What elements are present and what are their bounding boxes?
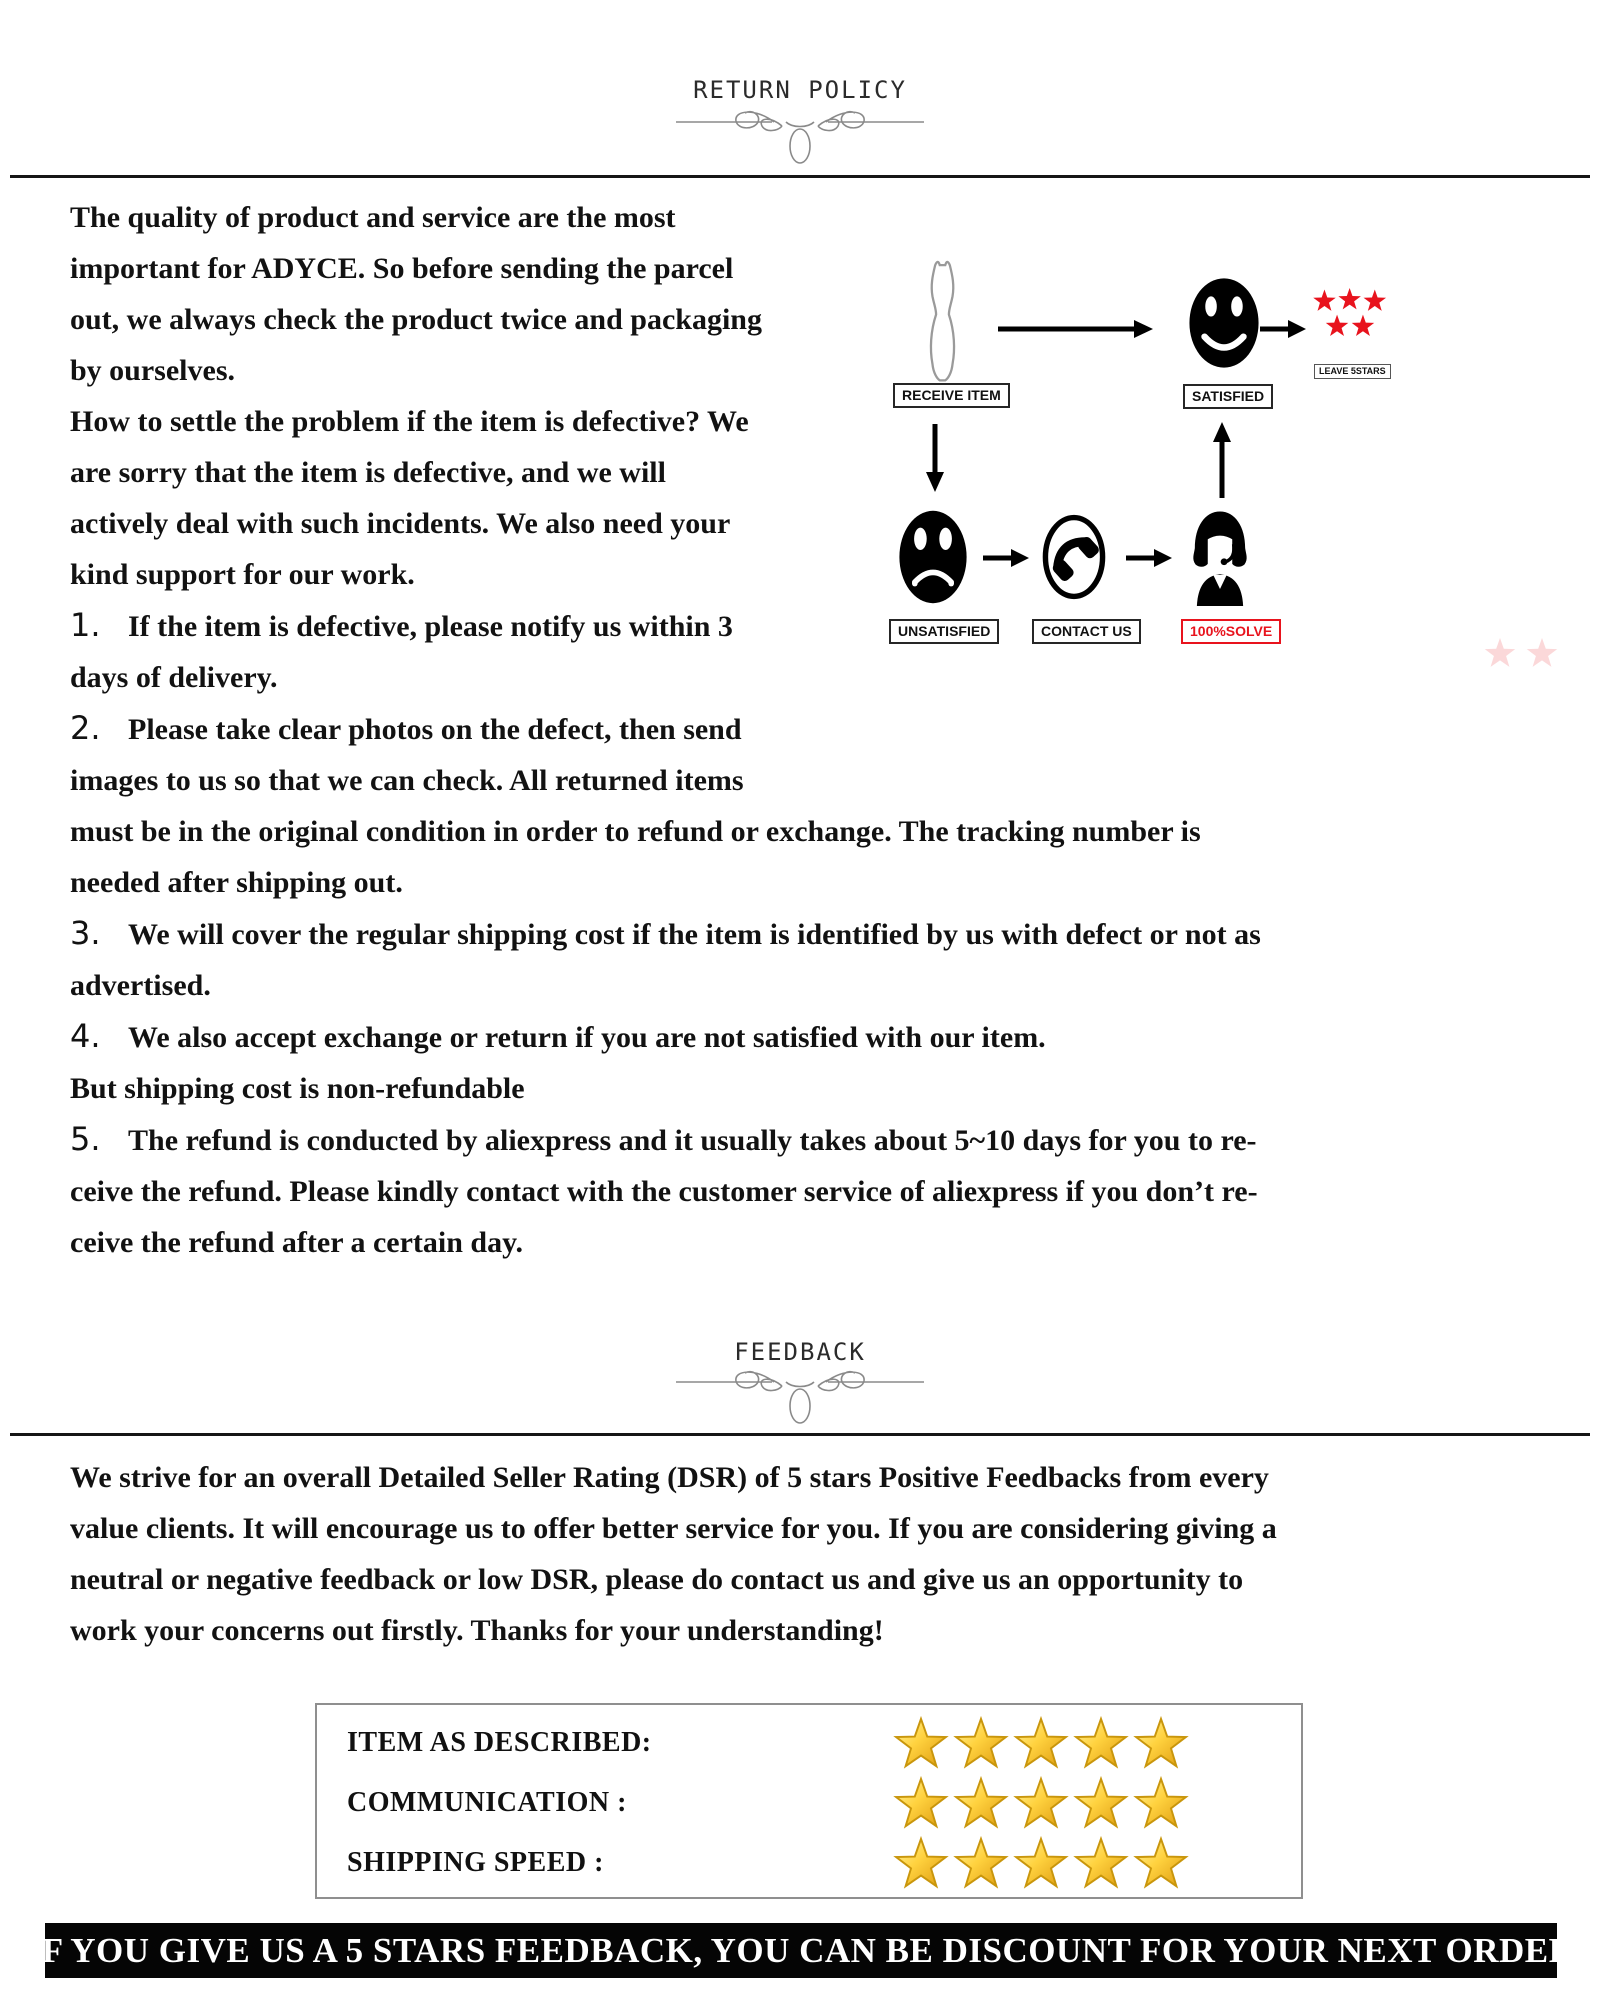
discount-banner: IF YOU GIVE US A 5 STARS FEEDBACK, YOU CAN BE DISCOUNT FOR YOUR NEXT ORDER: [45, 1923, 1557, 1978]
policy-item-3: [70, 908, 1580, 960]
arrow-right-icon: [983, 549, 1029, 567]
policy-line: But shipping cost is non-refundable: [70, 1072, 525, 1105]
unsatisfied-sad-face-icon: [898, 508, 968, 606]
five-gold-stars-icon: [892, 1715, 1192, 1771]
solve-label: 100%SOLVE: [1181, 619, 1281, 644]
policy-line: Please take clear photos on the defect, then send: [128, 713, 742, 746]
arrow-down-icon: [926, 424, 944, 492]
policy-line: ceive the refund after a certain day.: [70, 1226, 523, 1259]
customer-service-agent-icon: [1186, 506, 1254, 606]
satisfied-smiley-icon: [1188, 276, 1260, 370]
feedback-line: value clients. It will encourage us to offer better service for you. If you are considering giving a: [70, 1512, 1277, 1545]
policy-line: are sorry that the item is defective, and we will: [70, 456, 666, 489]
policy-line: kind support for our work.: [70, 558, 415, 591]
policy-line: advertised.: [70, 969, 211, 1002]
feedback-line: neutral or negative feedback or low DSR, please do contact us and give us an opportunity to: [70, 1563, 1244, 1596]
policy-line: out, we always check the product twice and packaging: [70, 303, 762, 336]
satisfied-label: SATISFIED: [1183, 384, 1273, 409]
item-number: 1.: [70, 606, 101, 644]
item-number: 3.: [70, 914, 101, 952]
policy-line: must be in the original condition in order to refund or exchange. The tracking number is: [70, 815, 1201, 848]
policy-line: How to settle the problem if the item is defective? We: [70, 405, 749, 438]
five-gold-stars-icon: [892, 1775, 1192, 1831]
contact-us-label: CONTACT US: [1032, 619, 1141, 644]
policy-item-5: [70, 1114, 1580, 1166]
rating-label: COMMUNICATION :: [347, 1787, 627, 1818]
policy-item-1: [70, 600, 1580, 652]
arrow-up-icon: [1213, 422, 1231, 498]
item-number: 2.: [70, 709, 101, 747]
feedback-line: We strive for an overall Detailed Seller Rating (DSR) of 5 stars Positive Feedbacks from every: [70, 1461, 1269, 1494]
policy-line: important for ADYCE. So before sending the parcel: [70, 252, 734, 285]
feedback-text: [70, 1452, 1580, 1656]
arrow-right-icon: [1126, 549, 1172, 567]
policy-line: by ourselves.: [70, 354, 235, 387]
dsr-ratings-box: [315, 1703, 1303, 1899]
faded-stars-decoration: [1478, 634, 1568, 676]
rating-label: ITEM AS DESCRIBED:: [347, 1727, 652, 1758]
rating-row: [317, 1773, 1301, 1833]
receive-item-label: RECEIVE ITEM: [893, 383, 1010, 408]
return-policy-title: RETURN POLICY: [693, 76, 907, 104]
policy-line: If the item is defective, please notify us within 3: [128, 610, 733, 643]
five-red-stars-icon: [1310, 288, 1390, 362]
policy-line: ceive the refund. Please kindly contact with the customer service of aliexpress if you don’t re-: [70, 1175, 1258, 1208]
policy-item-4: [70, 1011, 1580, 1063]
feedback-title: FEEDBACK: [734, 1338, 866, 1366]
arrow-right-icon: [1260, 320, 1306, 338]
phone-contact-icon: [1040, 510, 1108, 604]
item-number: 4.: [70, 1017, 101, 1055]
policy-line: actively deal with such incidents. We also need your: [70, 507, 731, 540]
dress-icon: [915, 256, 970, 384]
policy-line: needed after shipping out.: [70, 866, 403, 899]
policy-line: The quality of product and service are the most: [70, 201, 676, 234]
divider-line: [10, 1433, 1590, 1436]
divider-line: [10, 175, 1590, 178]
policy-line: We will cover the regular shipping cost if the item is identified by us with defect or not as: [128, 918, 1261, 951]
policy-line: We also accept exchange or return if you are not satisfied with our item.: [128, 1021, 1046, 1054]
five-gold-stars-icon: [892, 1835, 1192, 1891]
rating-label: SHIPPING SPEED :: [347, 1847, 604, 1878]
item-number: 5.: [70, 1120, 101, 1158]
unsatisfied-label: UNSATISFIED: [889, 619, 999, 644]
policy-line: days of delivery.: [70, 661, 278, 694]
rating-row: [317, 1833, 1301, 1893]
arrow-right-icon: [998, 320, 1153, 338]
policy-item-2: [70, 703, 1580, 755]
flourish-ornament-icon: [670, 102, 930, 172]
policy-line: images to us so that we can check. All returned items: [70, 764, 744, 797]
rating-row: [317, 1713, 1301, 1773]
feedback-line: work your concerns out firstly. Thanks for your understanding!: [70, 1614, 884, 1647]
flourish-ornament-icon: [670, 1362, 930, 1432]
policy-line: The refund is conducted by aliexpress and it usually takes about 5~10 days for you to re-: [128, 1124, 1257, 1157]
leave-5stars-label: LEAVE 5STARS: [1314, 364, 1391, 379]
